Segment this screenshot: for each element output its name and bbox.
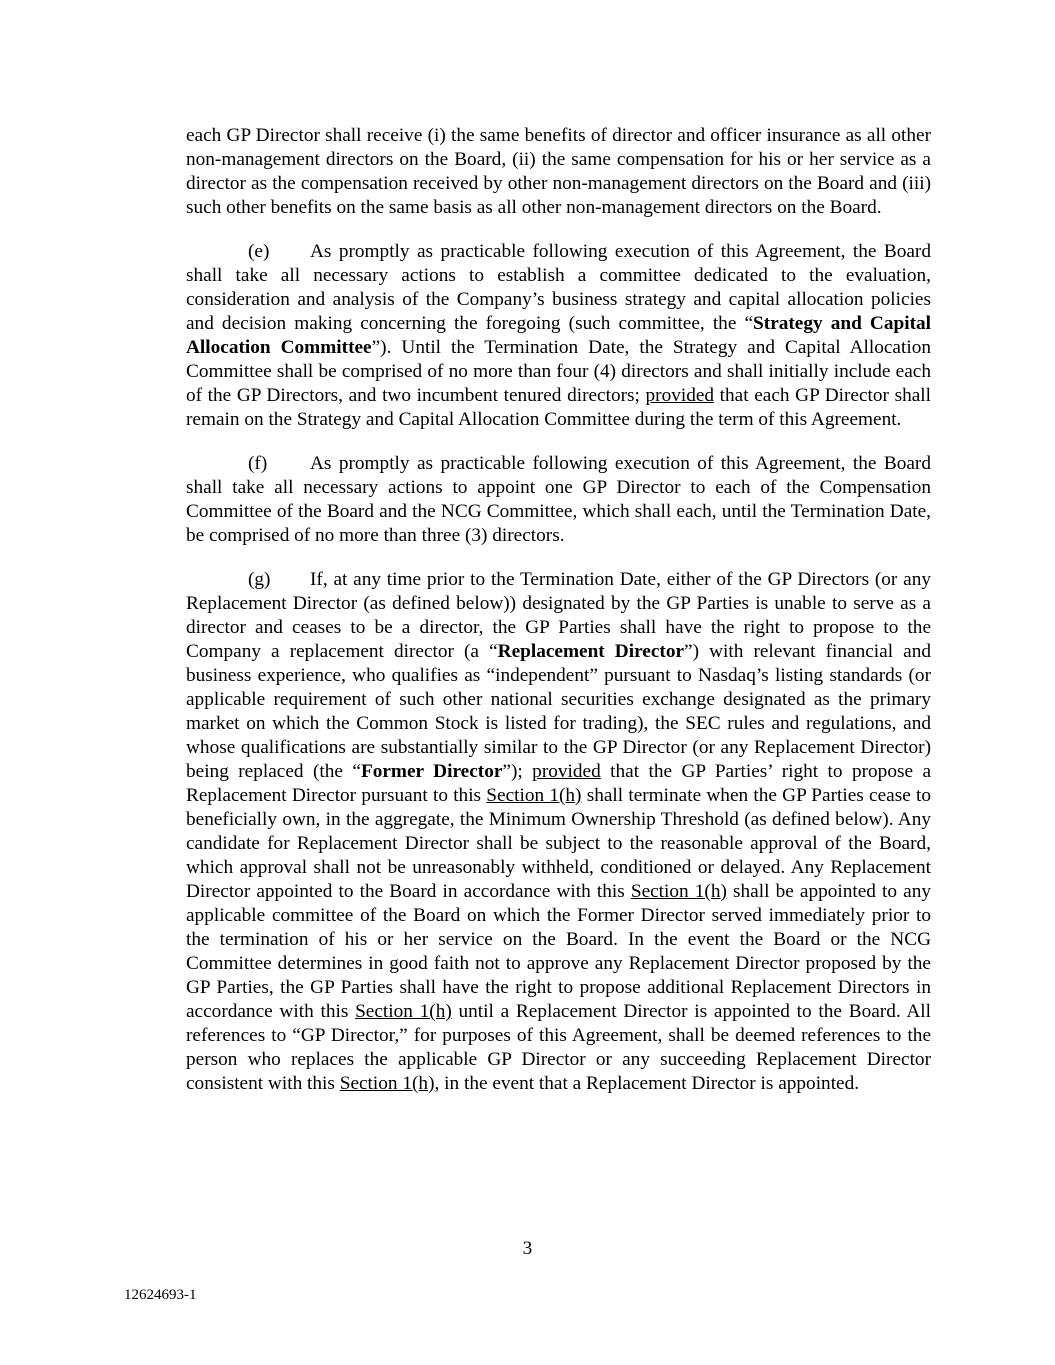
page-number: 3 bbox=[522, 1238, 533, 1259]
paragraph-g-text-2: ”) with relevant financial and business experience, who qualifies as “independent” pursuant to Nasdaq’s listing standards (or applicable requirement of such other national securities exchange designated as the primary market on which the Common Stock is listed for trading), the SEC rules and regulations, and whose qualifications are substantially similar to the GP Director (or any Replacement Director) being replaced (the “ bbox=[186, 641, 931, 782]
paragraph-g-text-8: , in the event that a Replacement Director is appointed. bbox=[434, 1073, 860, 1094]
paragraph-e-label: (e) bbox=[248, 241, 270, 262]
defined-term-strategy-committee: Strategy and Capital Allocation Committee bbox=[186, 313, 931, 358]
document-id: 12624693-1 bbox=[124, 1287, 197, 1303]
paragraph-g-text-5: shall terminate when the GP Parties cease to beneficially own, in the aggregate, the Minimum Ownership Threshold (as defined below). Any candidate for Replacement Director shall be subject to the reasonable approval of the Board, which approval shall not be unreasonably withheld, conditioned or delayed. Any Replacement Director appointed to the Board in accordance with this bbox=[186, 785, 931, 902]
defined-term-former-director: Former Director bbox=[360, 761, 503, 782]
paragraph-g-text-4: that the GP Parties’ right to propose a Replacement Director pursuant to this bbox=[186, 761, 932, 806]
paragraph-g-label: (g) bbox=[248, 569, 271, 590]
paragraph-e-text-2: ”). Until the Termination Date, the Strategy and Capital Allocation Committee shall be comprised of no more than four (4) directors and shall initially include each of the GP Directors, and two incumbent tenured directors; bbox=[186, 337, 931, 406]
paragraph-f-text: As promptly as practicable following execution of this Agreement, the Board shall take all necessary actions to appoint one GP Director to each of the Compensation Committee of the Board and the NCG Committee, which shall each, until the Termination Date, be comprised of no more than three (3) directors. bbox=[186, 453, 931, 546]
document-body bbox=[186, 124, 931, 1116]
paragraph-g-text-3: ”); bbox=[502, 761, 533, 782]
paragraph-f bbox=[186, 452, 931, 548]
paragraph-g-text-7: until a Replacement Director is appointed to the Board. All references to “GP Director,” for purposes of this Agreement, shall be deemed references to the person who replaces the applicable GP Director or any succeeding Replacement Director consistent with this bbox=[186, 1001, 931, 1094]
section-reference: Section 1(h) bbox=[355, 1001, 452, 1022]
paragraph-d-continuation bbox=[186, 124, 931, 220]
provided-term: provided bbox=[645, 385, 715, 406]
paragraph-f-label: (f) bbox=[248, 453, 268, 474]
section-reference: Section 1(h) bbox=[630, 881, 727, 902]
paragraph-g-text-6: shall be appointed to any applicable committee of the Board on which the Former Director served immediately prior to the termination of his or her service on the Board. In the event the Board or the NCG Committee determines in good faith not to approve any Replacement Director proposed by the GP Parties, the GP Parties shall have the right to propose additional Replacement Directors in accordance with this bbox=[186, 881, 931, 1022]
paragraph-d-text: each GP Director shall receive (i) the same benefits of director and officer insurance as all other non-management directors on the Board, (ii) the same compensation for his or her service as a director as the compensation received by other non-management directors on the Board and (iii) such other benefits on the same basis as all other non-management directors on the Board. bbox=[186, 125, 931, 218]
provided-term: provided bbox=[532, 761, 601, 782]
paragraph-e bbox=[186, 240, 931, 432]
paragraph-e-text-3: that each GP Director shall remain on the Strategy and Capital Allocation Committee during the term of this Agreement. bbox=[186, 385, 931, 430]
paragraph-e-text-1: As promptly as practicable following execution of this Agreement, the Board shall take all necessary actions to establish a committee dedicated to the evaluation, consideration and analysis of the Company’s business strategy and capital allocation policies and decision making concerning the foregoing (such committee, the “ bbox=[186, 241, 931, 334]
defined-term-replacement-director: Replacement Director bbox=[497, 641, 685, 662]
section-reference: Section 1(h) bbox=[339, 1073, 435, 1094]
section-reference: Section 1(h) bbox=[486, 785, 582, 806]
paragraph-g-text-1: If, at any time prior to the Termination Date, either of the GP Directors (or any Replacement Director (as defined below)) designated by the GP Parties is unable to serve as a director and ceases to be a director, the GP Parties shall have the right to propose to the Company a replacement director (a “ bbox=[186, 569, 931, 662]
paragraph-g bbox=[186, 568, 931, 1096]
